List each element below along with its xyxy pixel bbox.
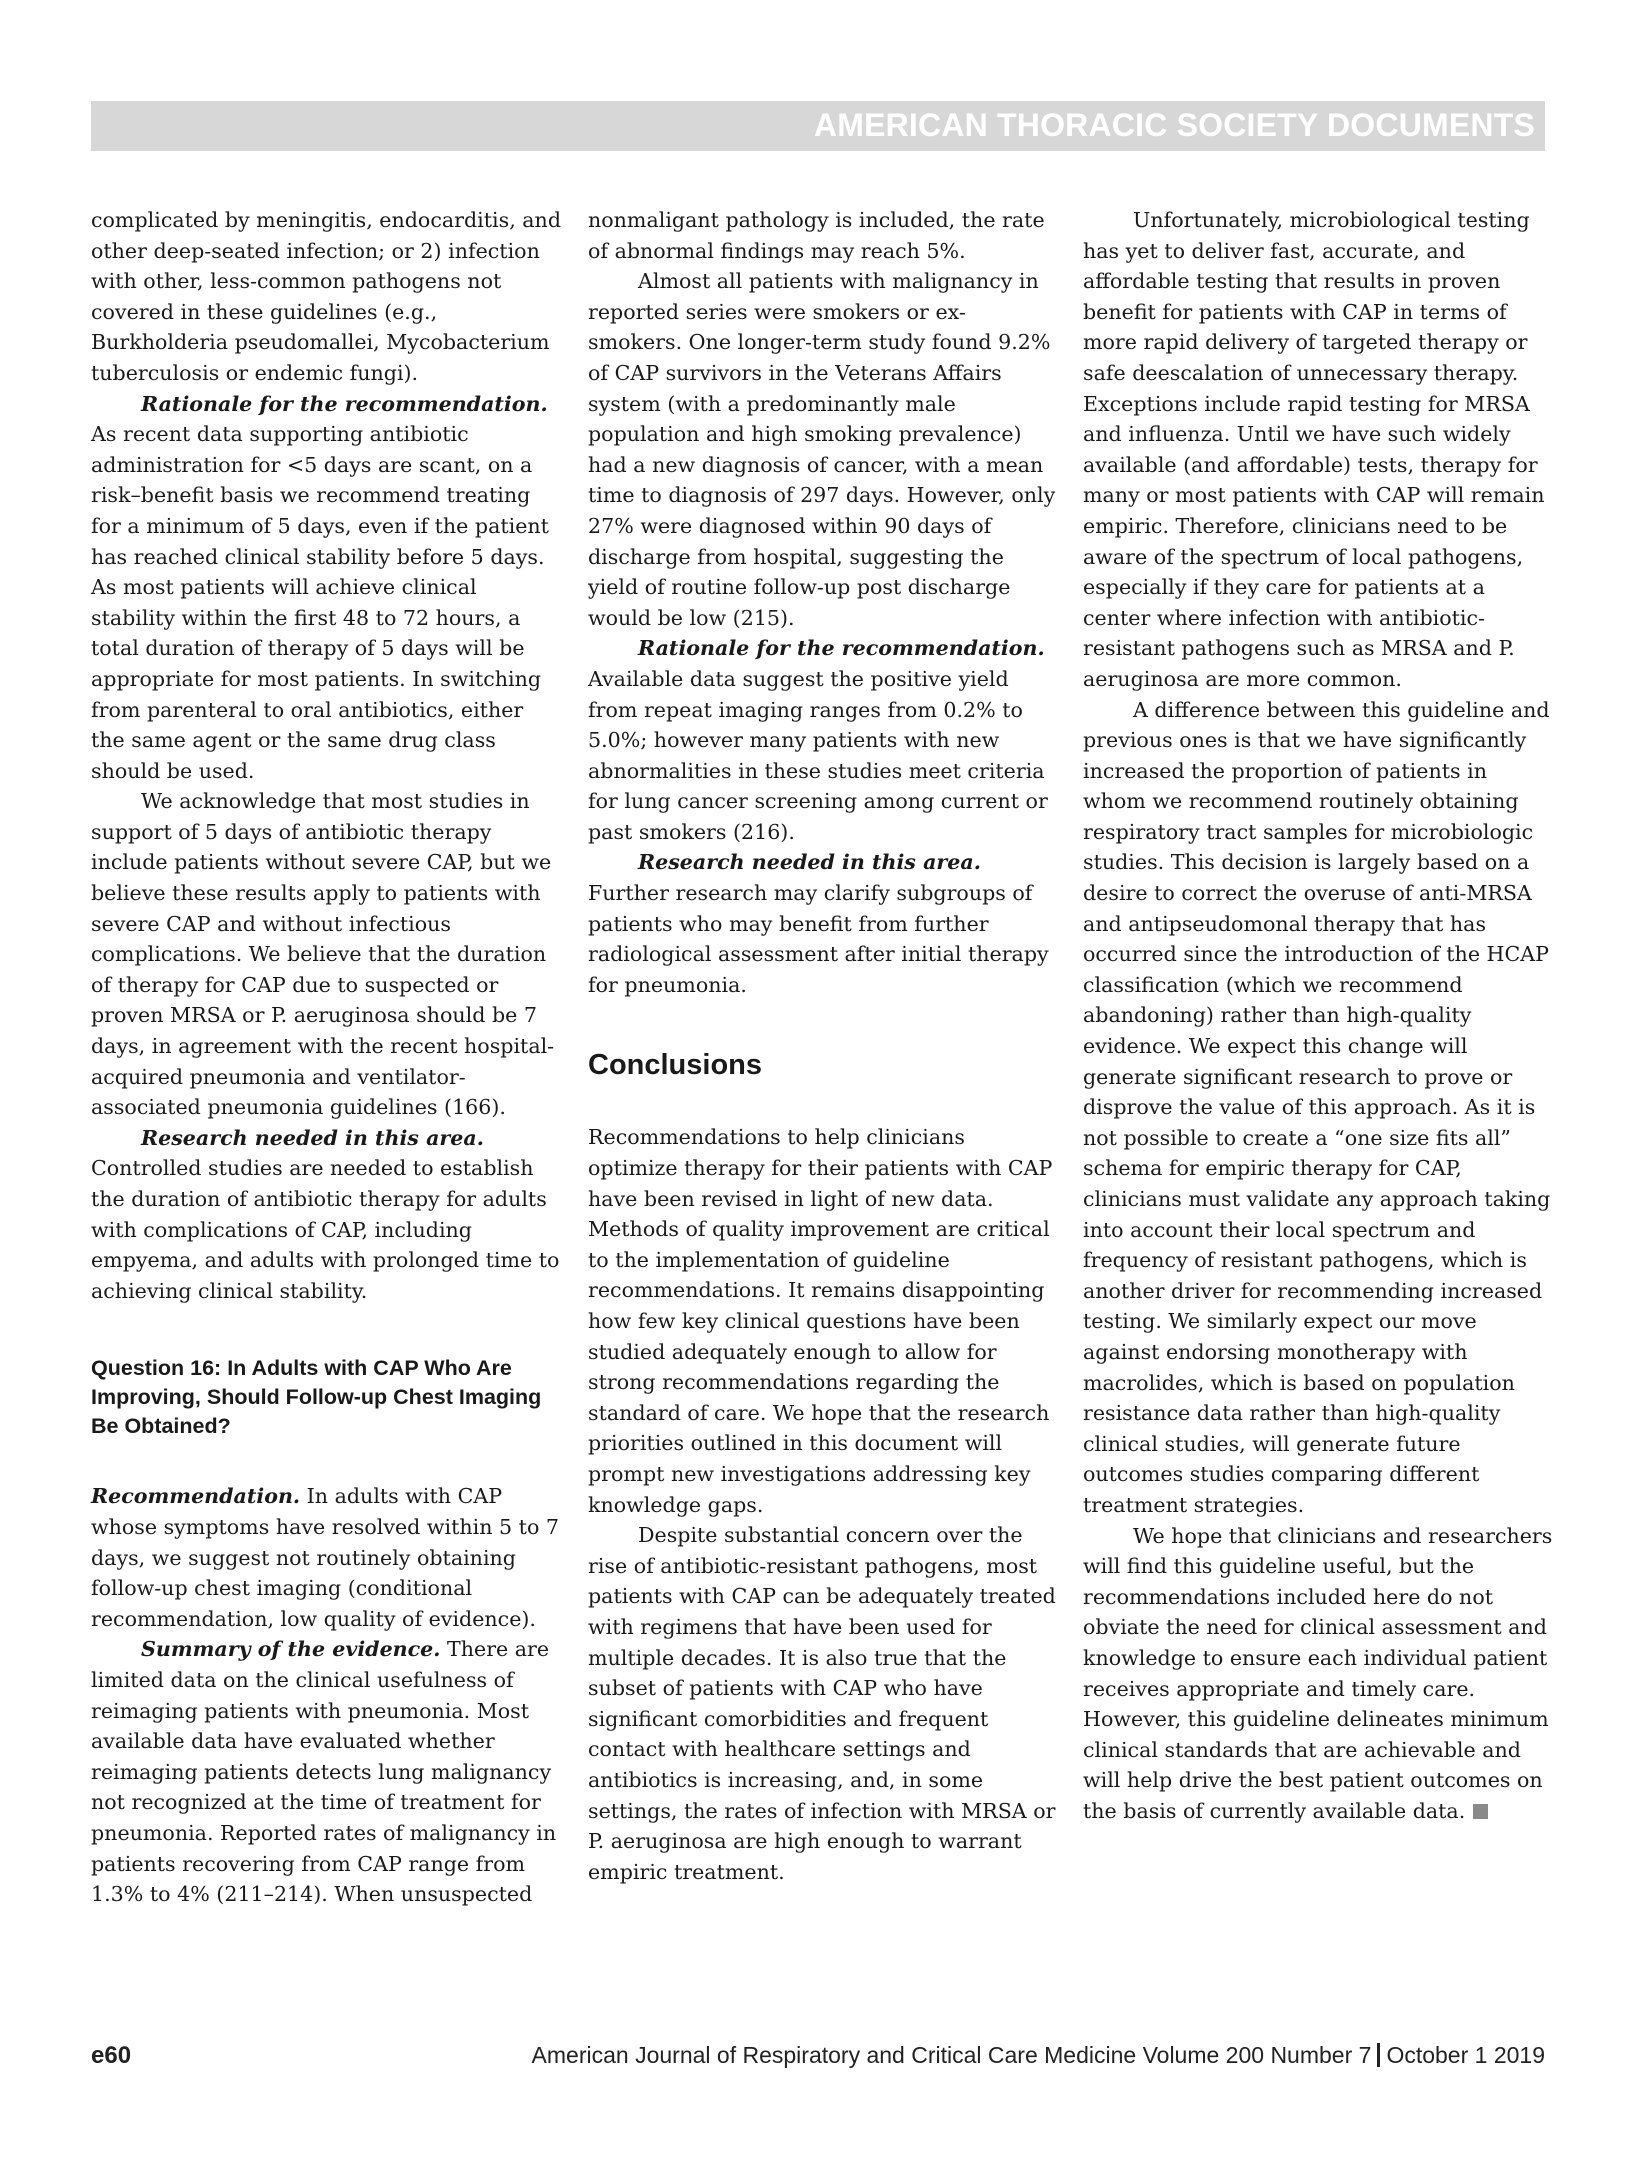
footer-divider [1377, 2043, 1380, 2067]
end-of-article-square-icon [1473, 1804, 1488, 1819]
issue-date: October 1 2019 [1386, 2042, 1545, 2068]
paragraph-lead: Recommendation. [91, 1484, 301, 1509]
paragraph: A difference between this guideline and previous ones is that we have significantly increased the proportion of patients in whom we recommend routinely obtaining respiratory tract samples for microbiologic studies. This decision is largely based on a desire to correct the overuse of anti-MRSA and antipseudomonal therapy that has occurred since the introduction of the HCAP classification (which we recommend abandoning) rather than high-quality evidence. We expect this change will generate significant research to prove or disprove the value of this approach. As it is not possible to create a “one size fits all” schema for empiric therapy for CAP, clinicians must validate any approach taking into account their local spectrum and frequency of resistant pathogens, which is another driver for recommending increased testing. We similarly expect our move against endorsing monotherapy with macrolides, which is based on population resistance data rather than high-quality clinical studies, will generate future outcomes studies comparing different treatment strategies. [1083, 697, 1551, 1517]
paragraph-body: Further research may clarify subgroups of patients who may benefit from further radiological assessment after initial therapy for pneumonia. [588, 881, 1049, 997]
text-column-2 [588, 205, 1058, 1887]
paragraph-body: There are limited data on the clinical usefulness of reimaging patients with pneumonia. Most available data have evaluated whether reimaging patients detects lung malignancy not recognized at the time of treatment for pneumonia. Reported rates of malignancy in patients recovering from CAP range from 1.3% to 4% (211–214). When unsuspected [91, 1637, 557, 1907]
conclusions-heading: Conclusions [588, 1049, 763, 1082]
paragraph: Recommendations to help clinicians optimize therapy for their patients with CAP have been revised in light of new data. Methods of quality improvement are critical to the implementation of guideline recommendations. It remains disappointing how few key clinical questions have been studied adequately enough to allow for strong recommendations regarding the standard of care. We hope that the research priorities outlined in this document will prompt new investigations addressing key knowledge gaps. [588, 1125, 1053, 1517]
paragraph [588, 633, 1058, 847]
running-header-bar [91, 101, 1545, 151]
paragraph-lead: Research needed in this area. [638, 850, 981, 875]
paragraph-body: Controlled studies are needed to establish the duration of antibiotic therapy for adults with complications of CAP, including empyema, and adults with prolonged time to achieving clinical stability. [91, 1156, 560, 1303]
paragraph-body: As recent data supporting antibiotic administration for <5 days are scant, on a risk–benefit basis we recommend treating for a minimum of 5 days, even if the patient has reached clinical stability before 5 days. As most patients will achieve clinical stability within the first 48 to 72 hours, a total duration of therapy of 5 days will be appropriate for most patients. In switching from parenteral to oral antibiotics, either the same agent or the same drug class should be used. [91, 422, 549, 783]
paragraph: Almost all patients with malignancy in reported series were smokers or ex-smokers. One longer-term study found 9.2% of CAP survivors in the Veterans Affairs system (with a predominantly male population and high smoking prevalence) had a new diagnosis of cancer, with a mean time to diagnosis of 297 days. However, only 27% were diagnosed within 90 days of discharge from hospital, suggesting the yield of routine follow-up post discharge would be low (215). [588, 269, 1056, 630]
paragraph-lead: Summary of the evidence. [141, 1637, 441, 1662]
paragraph-lead: Rationale for the recommendation. [141, 391, 548, 416]
paragraph-lead: Rationale for the recommendation. [638, 636, 1045, 661]
paragraph: complicated by meningitis, endocarditis, and other deep-seated infection; or 2) infection with other, less-common pathogens not covered in these guidelines (e.g., Burkholderia pseudomallei, Mycobacterium tuberculosis or endemic fungi). [91, 208, 562, 385]
text-column-1 [91, 205, 561, 1910]
paragraph: Despite substantial concern over the rise of antibiotic-resistant pathogens, most patients with CAP can be adequately treated with regimens that have been used for multiple decades. It is also true that the subset of patients with CAP who have significant comorbidities and frequent contact with healthcare settings and antibiotics is increasing, and, in some settings, the rates of infection with MRSA or P. aeruginosa are high enough to warrant empiric treatment. [588, 1523, 1056, 1884]
paragraph: We acknowledge that most studies in support of 5 days of antibiotic therapy include patients without severe CAP, but we believe these results apply to patients with severe CAP and without infectious complications. We believe that the duration of therapy for CAP due to suspected or proven MRSA or P. aeruginosa should be 7 days, in agreement with the recent hospital-acquired pneumonia and ventilator-associated pneumonia guidelines (166). [91, 789, 555, 1120]
paragraph: nonmaligant pathology is included, the rate of abnormal findings may reach 5%. [588, 208, 1045, 263]
paragraph: Unfortunately, microbiological testing has yet to deliver fast, accurate, and affordable testing that results in proven benefit for patients with CAP in terms of more rapid delivery of targeted therapy or safe deescalation of unnecessary therapy. Exceptions include rapid testing for MRSA and influenza. Until we have such widely available (and affordable) tests, therapy for many or most patients with CAP will remain empiric. Therefore, clinicians need to be aware of the spectrum of local pathogens, especially if they care for patients at a center where infection with antibiotic-resistant pathogens such as MRSA and P. aeruginosa are more common. [1083, 208, 1545, 691]
paragraph [91, 1481, 561, 1634]
text-column-3 [1083, 205, 1553, 1826]
paragraph [588, 847, 1058, 1000]
page-number: e60 [91, 2042, 132, 2069]
page-footer [91, 2042, 1545, 2076]
paragraph-lead: Research needed in this area. [141, 1125, 484, 1150]
paragraph [91, 389, 561, 787]
paragraph-body: We hope that clinicians and researchers will find this guideline useful, but the recommendations included here do not obviate the need for clinical assessment and knowledge to ensure each individual patient receives appropriate and timely care. However, this guideline delineates minimum clinical standards that are achievable and will help drive the best patient outcomes on the basis of currently available data. [1083, 1523, 1553, 1823]
paragraph-body: In adults with CAP whose symptoms have resolved within 5 to 7 days, we suggest not routinely obtaining follow-up chest imaging (conditional recommendation, low quality of evidence). [91, 1484, 559, 1631]
question-16-heading: Question 16: In Adults with CAP Who Are Improving, Should Follow-up Chest Imaging Be Obtained? [91, 1356, 542, 1439]
journal-name: American Journal of Respiratory and Critical Care Medicine Volume 200 Number 7 [531, 2042, 1372, 2068]
paragraph [1083, 1521, 1553, 1827]
journal-citation [532, 2042, 1545, 2069]
paragraph-body: Available data suggest the positive yield from repeat imaging ranges from 0.2% to 5.0%; however many patients with new abnormalities in these studies meet criteria for lung cancer screening among current or past smokers (216). [588, 666, 1048, 844]
paragraph [91, 1634, 561, 1909]
running-header-title: AMERICAN THORACIC SOCIETY DOCUMENTS [813, 107, 1535, 143]
paragraph [91, 1123, 561, 1307]
